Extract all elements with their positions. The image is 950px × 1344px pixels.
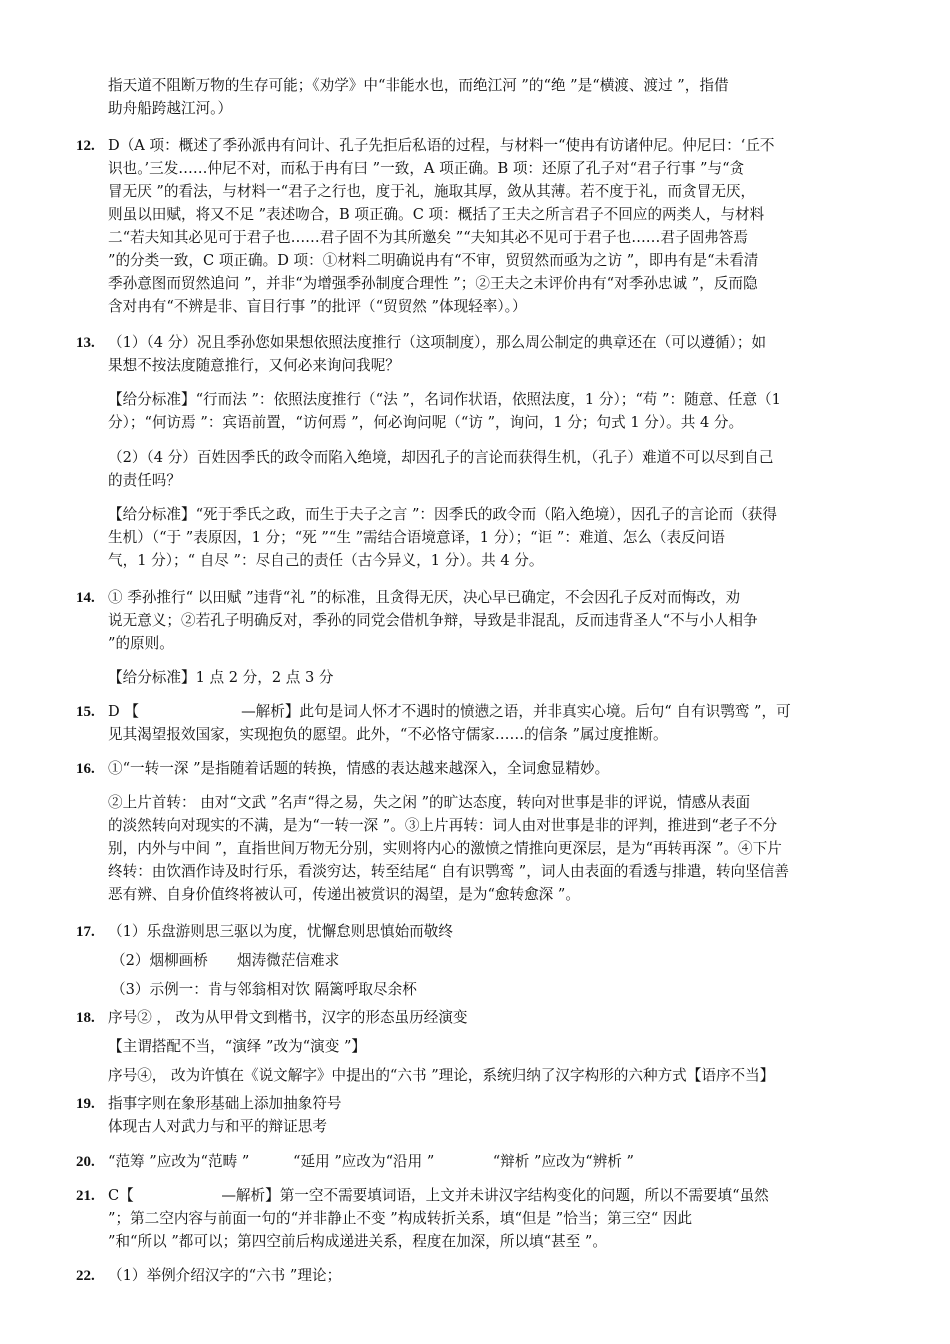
answer-line: （1）（4 分）况且季孙您如果想依照法度推行（这项制度），那么周公制定的典章还在（可以遵循）；如 bbox=[108, 334, 767, 351]
answer-line: 终转：由饮酒作诗及时行乐，看淡穷达，转至结尾“ 自有识鹗鸾 ”，词人由表面的看透与排遣，转向坚信善 bbox=[108, 863, 789, 880]
question-number: 15. bbox=[76, 704, 95, 720]
answer-line: 二“若夫知其必见可于君子也……君子固不为其所邀矣 ”“夫知其必不见可于君子也……君子固弗答焉 bbox=[108, 229, 748, 246]
answer-line: 体现古人对武力与和平的辩证思考 bbox=[108, 1118, 327, 1135]
answer-line: （2）（4 分）百姓因季氏的政令而陷入绝境，却因孔子的言论而获得生机，（孔子）难道不可以尽到自己 bbox=[108, 449, 774, 466]
answer-line: ”的原则。 bbox=[108, 635, 174, 652]
answer-line: （1）乐盘游则思三驱以为度，忧懈怠则思慎始而敬终 bbox=[108, 923, 453, 940]
answer-line: ①“一转一深 ”是指随着话题的转换，情感的表达越来越深入，全词愈显精妙。 bbox=[108, 760, 610, 777]
answer-line: ”的分类一致，C 项正确。D 项：①材料二明确说冉有“不审，贸贸然而亟为之访 ”，即冉有是“未看清 bbox=[108, 252, 759, 269]
scoring-line: 【给分标准】“行而法 ”：依照法度推行（“法 ”，名词作状语，依照法度，1 分）；“苟 ”：随意、任意（1 bbox=[108, 391, 781, 408]
answer-line: 别，内外与中间 ”，直指世间万物无分别，实则将内心的激愤之情推向更深层，是为“再转再深 ”。④下片 bbox=[108, 840, 782, 857]
question-number: 13. bbox=[76, 335, 95, 351]
answer-line: 含对冉有“不辨是非、盲目行事 ”的批评（“贸贸然 ”体现轻率）。） bbox=[108, 298, 527, 315]
answer-line: 则虽以田赋，将又不足 ”表述吻合，B 项正确。C 项：概括了王夫之所言君子不回应的两类人，与材料 bbox=[108, 206, 765, 223]
answer-line: 识也。’三发……仲尼不对，而私于冉有曰 ”一致，A 项正确。B 项：还原了孔子对“君子行事 ”与“贪 bbox=[108, 160, 745, 177]
question-number: 21. bbox=[76, 1188, 95, 1204]
answer-line: 恶有辨、自身价值终将被认可，传递出被赏识的渴望，是为“愈转愈深 ”。 bbox=[108, 886, 580, 903]
scoring-line: 【给分标准】1 点 2 分，2 点 3 分 bbox=[108, 669, 334, 686]
question-number: 18. bbox=[76, 1010, 95, 1026]
answer-line: 说无意义；②若孔子明确反对，季孙的同党会借机争辩，导致是非混乱，反而违背圣人“不与小人相争 bbox=[108, 612, 758, 629]
scoring-line: 气，1 分）；“ 自尽 ”：尽自己的责任（古今异义，1 分）。共 4 分。 bbox=[108, 552, 544, 569]
answer-line: 季孙意图而贸然追问 ”，并非“为增强季孙制度合理性 ”；②王夫之未评价冉有“对季孙忠诚 ”，反而隐 bbox=[108, 275, 758, 292]
question-number: 14. bbox=[76, 590, 95, 606]
question-number: 16. bbox=[76, 761, 95, 777]
answer-line: 序号② ， 改为从甲骨文到楷书，汉字的形态虽历经演变 bbox=[108, 1009, 468, 1026]
question-number: 20. bbox=[76, 1154, 95, 1170]
answer-line: “范筹 ”应改为“范畴 ” “延用 ”应改为“沿用 ” “辩析 ”应改为“辨析 ” bbox=[108, 1153, 634, 1170]
answer-line: （1）举例介绍汉字的“六书 ”理论； bbox=[108, 1267, 342, 1284]
answer-line: 的责任吗？ bbox=[108, 472, 181, 489]
answer-line: （3）示例一：肯与邻翁相对饮 隔篱呼取尽余杯 bbox=[111, 981, 417, 998]
answer-line: ”和“所以 ”都可以；第四空前后构成递进关系，程度在加深，所以填“甚至 ”。 bbox=[108, 1233, 607, 1250]
answer-line: ”；第二空内容与前面一句的“并非静止不变 ”构成转折关系，填“但是 ”恰当；第三空“ 因此 bbox=[108, 1210, 693, 1227]
answer-line: D（A 项：概述了季孙派冉有问计、孔子先拒后私语的过程，与材料一“使冉有访诸仲尼。仲尼曰：‘丘不 bbox=[108, 137, 775, 154]
question-number: 22. bbox=[76, 1268, 95, 1284]
intro-line: 指天道不阻断万物的生存可能；《劝学》中“非能水也，而绝江河 ”的“绝 ”是“横渡、渡过 ”，指借 bbox=[108, 77, 729, 94]
answer-line: 冒无厌 ”的看法，与材料一“君子之行也，度于礼，施取其厚，敛从其薄。若不度于礼，而贪冒无厌， bbox=[108, 183, 756, 200]
question-number: 19. bbox=[76, 1096, 95, 1112]
answer-line: ②上片首转： 由对“文武 ”名声“得之易，失之闲 ”的旷达态度，转向对世事是非的评说，情感从表面 bbox=[108, 794, 751, 811]
answer-line: 【主谓搭配不当，“演绎 ”改为“演变 ”】 bbox=[108, 1038, 367, 1055]
scoring-line: 【给分标准】“死于季氏之政，而生于夫子之言 ”：因季氏的政令而（陷入绝境），因孔子的言论而（获得 bbox=[108, 506, 777, 523]
question-number: 12. bbox=[76, 138, 95, 154]
answer-line: 见其渴望报效国家，实现抱负的愿望。此外，“不必恪守儒家……的信条 ”属过度推断。 bbox=[108, 726, 668, 743]
answer-line: C【 —解析】第一空不需要填词语，上文并未讲汉字结构变化的问题，所以不需要填“虽然 bbox=[108, 1187, 769, 1204]
answer-line: 序号④， 改为许慎在《说文解字》中提出的“六书 ”理论，系统归纳了汉字构形的六种方式【语序不当】 bbox=[108, 1067, 775, 1084]
scoring-line: 生机）（“于 ”表原因，1 分；“死 ”“生 ”需结合语境意译，1 分）；“讵 ”：难道、怎么（表反问语 bbox=[108, 529, 725, 546]
question-number: 17. bbox=[76, 924, 95, 940]
answer-line: ① 季孙推行“ 以田赋 ”违背“礼 ”的标准，且贪得无厌，决心早已确定，不会因孔子反对而悔改，劝 bbox=[108, 589, 741, 606]
scoring-line: 分）；“何访焉 ”：宾语前置，“访何焉 ”，何必询问呢（“访 ”，询问，1 分；句式 1 分）。共 4 分。 bbox=[108, 414, 744, 431]
answer-line: D 【 —解析】此句是词人怀才不遇时的愤懑之语，并非真实心境。后句“ 自有识鹗鸾 ”，可 bbox=[108, 703, 791, 720]
answer-line: （2）烟柳画桥 烟涛微茫信难求 bbox=[111, 952, 340, 969]
intro-line: 助舟船跨越江河。） bbox=[108, 100, 233, 117]
answer-line: 的淡然转向对现实的不满，是为“一转一深 ”。③上片再转：词人由对世事是非的评判，推进到“老子不分 bbox=[108, 817, 778, 834]
answer-line: 指事字则在象形基础上添加抽象符号 bbox=[108, 1095, 342, 1112]
answer-line: 果想不按法度随意推行，又何必来询问我呢？ bbox=[108, 357, 400, 374]
